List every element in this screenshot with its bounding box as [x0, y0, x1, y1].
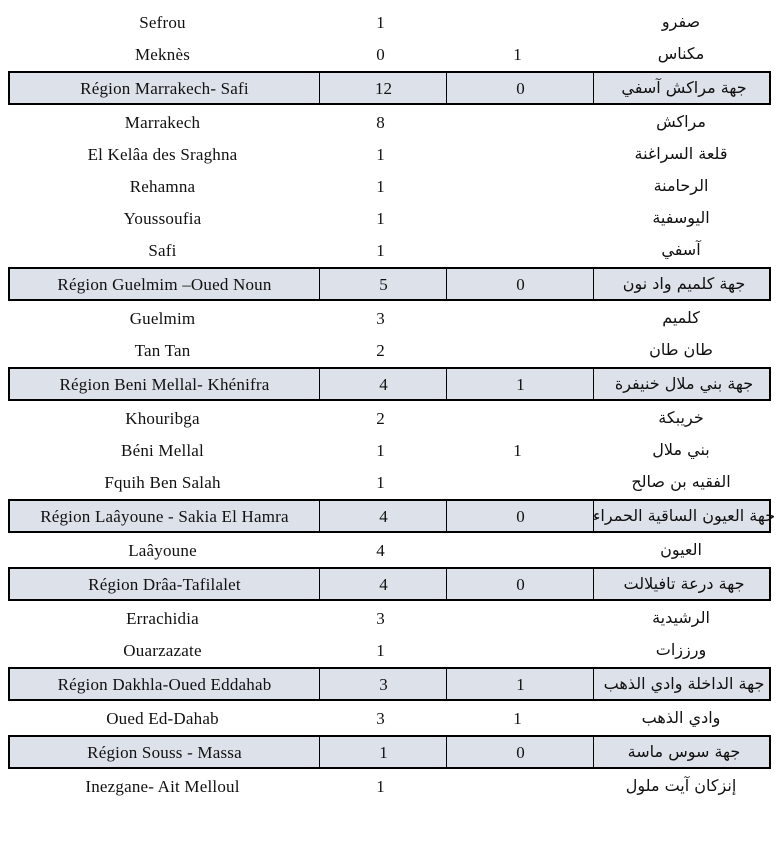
- region-row: [8, 567, 771, 601]
- count-b-cell: 1: [513, 44, 522, 64]
- count-b-cell: [444, 466, 591, 498]
- count-b-cell: [444, 234, 591, 266]
- count-b-cell: [444, 106, 591, 138]
- french-name-cell: Région Drâa-Tafilalet: [88, 574, 241, 594]
- french-name-cell: Oued Ed-Dahab: [106, 708, 219, 728]
- french-name-cell: Marrakech: [124, 112, 201, 132]
- count-b-cell: [444, 334, 591, 366]
- count-b-cell: [444, 138, 591, 170]
- count-a-cell: 3: [376, 608, 385, 628]
- city-row: [8, 466, 771, 498]
- count-a-cell: 4: [319, 569, 447, 599]
- city-row: [8, 234, 771, 266]
- arabic-name-cell: جهة بني ملال خنيفرة: [593, 369, 774, 399]
- count-a-cell: 4: [376, 540, 385, 560]
- french-name-cell: Région Guelmim –Oued Noun: [57, 274, 272, 294]
- count-a-cell: 1: [376, 144, 385, 164]
- count-b-cell: 1: [446, 669, 594, 699]
- french-name-cell: Tan Tan: [134, 340, 191, 360]
- arabic-name-cell: العيون: [660, 540, 702, 559]
- count-b-cell: [444, 770, 591, 802]
- french-name-cell: Inezgane- Ait Melloul: [85, 776, 240, 796]
- french-name-cell: Meknès: [134, 44, 191, 64]
- count-a-cell: 1: [376, 776, 385, 796]
- count-b-cell: 1: [513, 440, 522, 460]
- french-name-cell: Sefrou: [139, 12, 186, 32]
- arabic-name-cell: ورززات: [655, 640, 707, 659]
- french-name-cell: Errachidia: [126, 608, 199, 628]
- french-name-cell: Laâyoune: [128, 540, 197, 560]
- count-b-cell: [444, 602, 591, 634]
- french-name-cell: Ouarzazate: [123, 640, 202, 660]
- count-b-cell: [444, 6, 591, 38]
- french-name-cell: Rehamna: [129, 176, 196, 196]
- city-row: [8, 106, 771, 138]
- region-row: [8, 367, 771, 401]
- city-row: [8, 402, 771, 434]
- count-b-cell: [444, 202, 591, 234]
- count-a-cell: 5: [319, 269, 447, 299]
- count-a-cell: 1: [319, 737, 447, 767]
- count-a-cell: 4: [319, 369, 447, 399]
- city-row: [8, 38, 771, 70]
- arabic-name-cell: بني ملال: [652, 440, 710, 459]
- arabic-name-cell: طان طان: [649, 340, 713, 359]
- french-name-cell: Fquih Ben Salah: [104, 472, 221, 492]
- count-b-cell: [444, 302, 591, 334]
- city-row: [8, 170, 771, 202]
- arabic-name-cell: الرشيدية: [652, 608, 710, 627]
- count-b-cell: 0: [446, 501, 594, 531]
- city-row: [8, 702, 771, 734]
- city-row: [8, 534, 771, 566]
- arabic-name-cell: إنزكان آيت ملول: [625, 776, 737, 795]
- french-name-cell: Région Beni Mellal- Khénifra: [59, 374, 270, 394]
- french-name-cell: Région Souss - Massa: [87, 742, 242, 762]
- city-row: [8, 302, 771, 334]
- count-b-cell: [444, 634, 591, 666]
- arabic-name-cell: آسفي: [661, 240, 701, 259]
- count-a-cell: 3: [376, 308, 385, 328]
- count-a-cell: 8: [376, 112, 385, 132]
- city-row: [8, 202, 771, 234]
- french-name-cell: Région Dakhla-Oued Eddahab: [57, 674, 272, 694]
- count-a-cell: 1: [376, 12, 385, 32]
- arabic-name-cell: مراكش: [656, 112, 706, 131]
- french-name-cell: El Kelâa des Sraghna: [87, 144, 238, 164]
- count-b-cell: 0: [446, 737, 594, 767]
- arabic-name-cell: جهة العيون الساقية الحمراء: [593, 501, 774, 531]
- arabic-name-cell: جهة سوس ماسة: [593, 737, 774, 767]
- count-b-cell: [444, 534, 591, 566]
- region-row: [8, 267, 771, 301]
- arabic-name-cell: خريبكة: [658, 408, 704, 427]
- city-row: [8, 334, 771, 366]
- city-row: [8, 434, 771, 466]
- count-b-cell: [444, 170, 591, 202]
- count-a-cell: 1: [376, 208, 385, 228]
- city-row: [8, 6, 771, 38]
- count-b-cell: 0: [446, 269, 594, 299]
- french-name-cell: Béni Mellal: [121, 440, 204, 460]
- count-a-cell: 1: [376, 640, 385, 660]
- count-a-cell: 1: [376, 440, 385, 460]
- count-a-cell: 0: [376, 44, 385, 64]
- arabic-name-cell: صفرو: [661, 12, 701, 31]
- count-a-cell: 1: [376, 240, 385, 260]
- count-b-cell: 1: [446, 369, 594, 399]
- region-row: [8, 735, 771, 769]
- arabic-name-cell: اليوسفية: [652, 208, 710, 227]
- count-a-cell: 1: [376, 176, 385, 196]
- region-row: [8, 499, 776, 533]
- region-row: [8, 71, 771, 105]
- french-name-cell: Région Laâyoune - Sakia El Hamra: [40, 506, 289, 526]
- count-a-cell: 3: [376, 708, 385, 728]
- arabic-name-cell: الرحامنة: [653, 176, 709, 195]
- count-b-cell: 0: [446, 73, 594, 103]
- french-name-cell: Khouribga: [125, 408, 200, 428]
- arabic-name-cell: وادي الذهب: [641, 708, 721, 727]
- count-a-cell: 1: [376, 472, 385, 492]
- arabic-name-cell: جهة الداخلة وادي الذهب: [593, 669, 774, 699]
- french-name-cell: Youssoufia: [123, 208, 202, 228]
- arabic-name-cell: جهة درعة تافيلالت: [593, 569, 774, 599]
- french-name-cell: Safi: [148, 240, 177, 260]
- arabic-name-cell: الفقيه بن صالح: [631, 472, 731, 491]
- count-b-cell: [444, 402, 591, 434]
- arabic-name-cell: جهة مراكش آسفي: [593, 73, 774, 103]
- arabic-name-cell: جهة كلميم واد نون: [593, 269, 774, 299]
- city-row: [8, 602, 771, 634]
- arabic-name-cell: قلعة السراغنة: [634, 144, 728, 163]
- regions-table: [8, 6, 776, 802]
- city-row: [8, 634, 771, 666]
- count-b-cell: 1: [513, 708, 522, 728]
- arabic-name-cell: مكناس: [657, 44, 705, 63]
- count-a-cell: 12: [319, 73, 447, 103]
- french-name-cell: Région Marrakech- Safi: [80, 78, 249, 98]
- french-name-cell: Guelmim: [129, 308, 196, 328]
- arabic-name-cell: كلميم: [662, 308, 700, 327]
- count-a-cell: 2: [376, 408, 385, 428]
- count-a-cell: 4: [319, 501, 447, 531]
- count-b-cell: 0: [446, 569, 594, 599]
- count-a-cell: 3: [319, 669, 447, 699]
- city-row: [8, 770, 771, 802]
- count-a-cell: 2: [376, 340, 385, 360]
- region-row: [8, 667, 771, 701]
- city-row: [8, 138, 771, 170]
